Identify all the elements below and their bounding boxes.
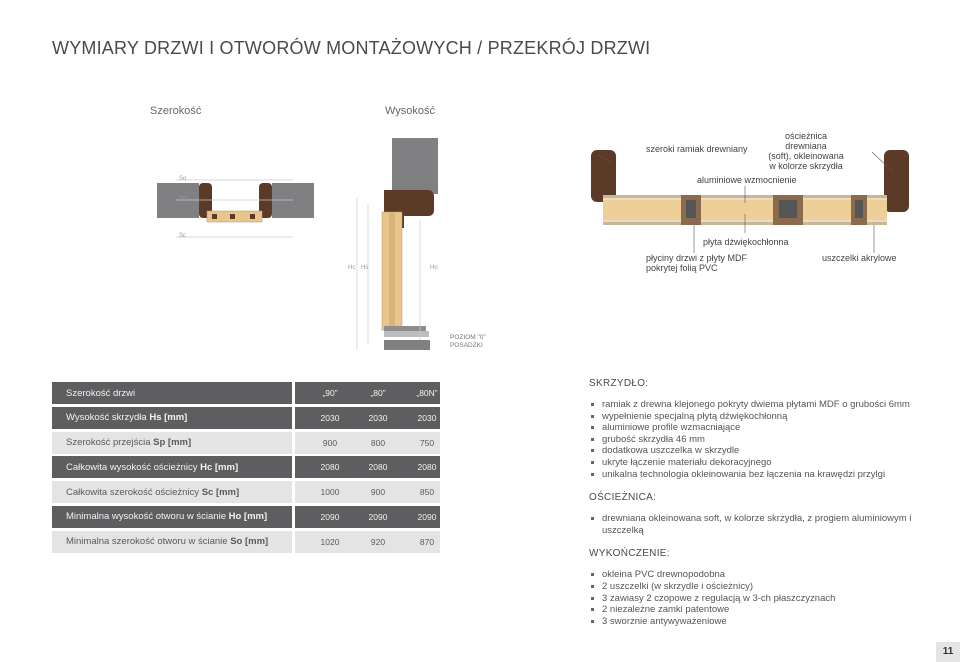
list-item: wypełnienie specjalną płytą dźwiękochłonną [589,411,919,423]
dim-sp: Sp [179,196,187,202]
annot-seals: uszczelki akrylowe [822,253,897,263]
page-number: 11 [936,642,960,662]
width-label: Szerokość [150,105,202,117]
skrzydlo-list [589,399,919,480]
header-label: Szerokość drzwi [66,387,136,399]
oscieznica-heading: OŚCIEŻNICA: [589,492,657,504]
section-jamb-left [591,150,616,202]
dim-hc: Hc [348,265,356,271]
dim-hs: Hs [361,265,369,271]
annot-aluminium: aluminiowe wzmocnienie [697,175,797,185]
list-item: ramiak z drewna klejonego pokryty dwiema płytami MDF o grubości 6mm [589,399,919,411]
annot-mdf: płyciny drzwi z płyty MDF pokrytej folią PVC [646,253,748,273]
table-row: Całkowita wysokość ościeżnicy Hc [mm] 2080 2080 2080 [52,456,440,478]
list-item: 2 niezależne zamki patentowe [589,604,919,616]
list-item: drewniana okleinowana soft, w kolorze skrzydła, z progiem aluminiowym i uszczelką [589,513,919,536]
dim-so: So [179,176,187,182]
table-row: Całkowita szerokość ościeżnicy Sc [mm] 1000 900 850 [52,481,440,503]
dimensions-table [52,382,440,556]
table-row: Szerokość przejścia Sp [mm] 900 800 750 [52,432,440,454]
dim-ho: Ho [430,265,438,271]
list-item: okleina PVC drewnopodobna [589,569,919,581]
annot-frame-wide: szeroki ramiak drewniany [646,144,748,154]
floor [384,340,430,350]
list-item: aluminiowe profile wzmacniające [589,422,919,434]
table-row: Minimalna wysokość otworu w ścianie Ho [mm] 2090 2090 2090 [52,506,440,528]
table-row: Minimalna szerokość otworu w ścianie So [mm] 1020 920 870 [52,531,440,553]
page-title: WYMIARY DRZWI I OTWORÓW MONTAŻOWYCH / PRZEKRÓJ DRZWI [52,38,651,58]
wykonczenie-list [589,569,919,627]
list-item: dodatkowa uszczelka w skrzydle [589,445,919,457]
list-item: 3 zawiasy 2 czopowe z regulacją w 3-ch płaszczyznach [589,593,919,605]
dim-sc: Sc [179,233,187,239]
list-item: unikalna technologia okleinowania bez łączenia na krawędzi przylgi [589,469,919,481]
skrzydlo-heading: SKRZYDŁO: [589,378,649,389]
oscieznica-list [589,513,919,536]
floor-label: POZIOM "0" POSADZKI [450,334,486,349]
wall-left [157,183,199,218]
annot-soundproof: płyta dźwiękochłonna [703,237,789,247]
list-item: grubość skrzydła 46 mm [589,434,919,446]
header-col: „80N” [416,388,438,398]
height-label: Wysokość [385,105,436,117]
wall-top [392,138,438,194]
list-item: 2 uszczelki (w skrzydle i ościeżnicy) [589,581,919,593]
list-item: 3 sworznie antywyważeniowe [589,616,919,628]
list-item: ukryte łączenie materiału dekoracyjnego [589,457,919,469]
height-diagram [357,138,438,350]
wykonczenie-heading: WYKOŃCZENIE: [589,548,670,560]
table-row: Wysokość skrzydła Hs [mm] 2030 2030 2030 [52,407,440,429]
width-diagram [157,180,314,237]
table-header-row [52,382,440,404]
section-jamb-right [884,150,909,212]
wall-right [272,183,314,218]
annot-jamb: ościeżnica drewniana (soft), okleinowana w kolorze skrzydła [768,131,844,171]
header-col: „90” [322,388,338,398]
specifications [589,378,919,639]
header-col: „80” [370,388,386,398]
